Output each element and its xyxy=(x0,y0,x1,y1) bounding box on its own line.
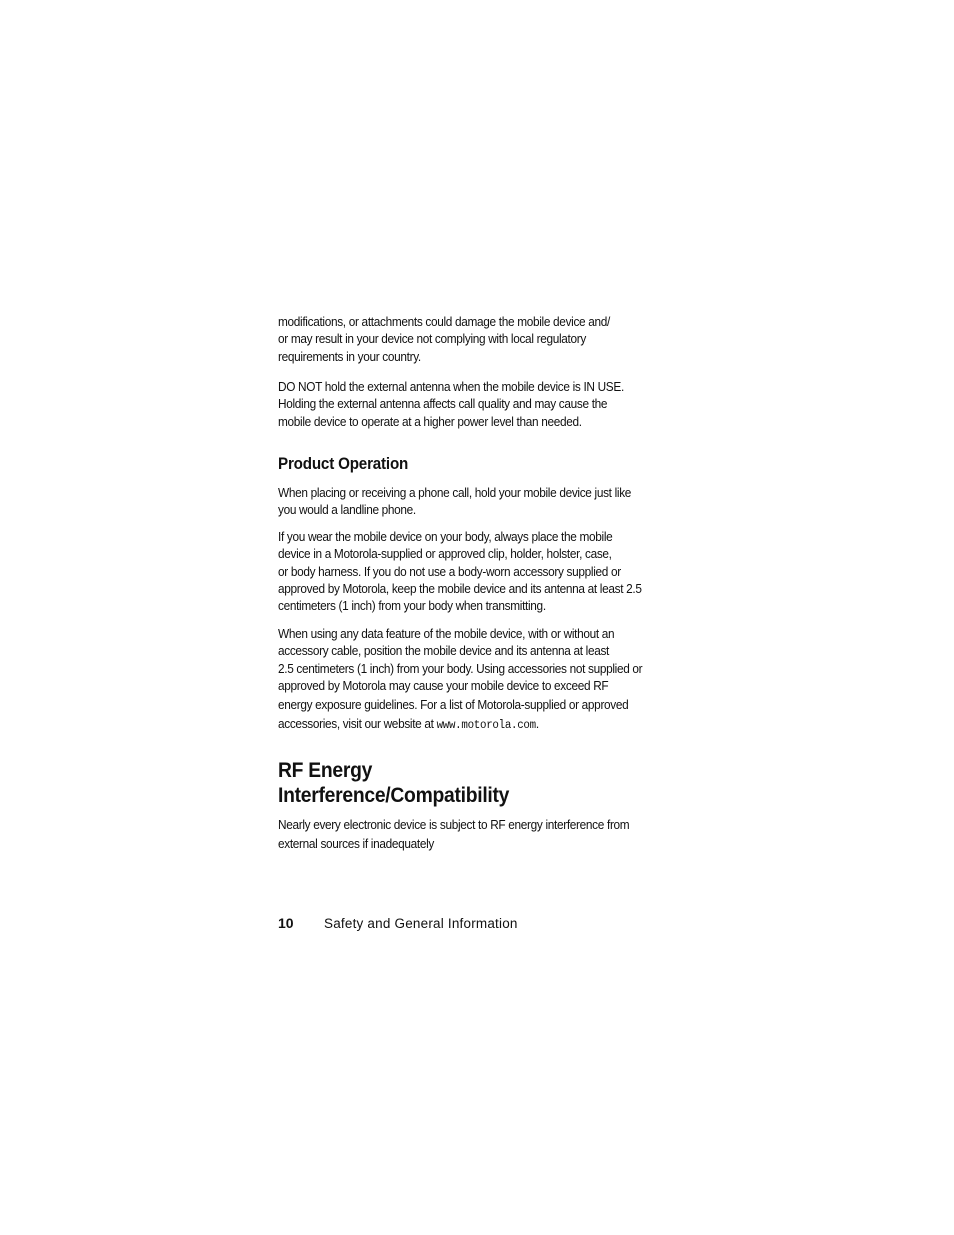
text-line xyxy=(278,716,654,734)
footer-title: Safety and General Information xyxy=(324,916,518,931)
paragraph-phone-call xyxy=(278,485,654,520)
paragraph-external-antenna xyxy=(278,379,654,431)
text-line: 2.5 centimeters (1 inch) from your body. Using accessories not supplied or xyxy=(278,661,643,676)
text-line: DO NOT hold the external antenna when the mobile device is IN USE. xyxy=(278,380,624,394)
motorola-website-link[interactable]: www.motorola.com xyxy=(436,719,536,733)
paragraph-body-worn xyxy=(278,529,654,615)
text-line: approved by Motorola may cause your mobile device to exceed RF xyxy=(278,678,609,693)
page-footer xyxy=(278,912,518,934)
text-line: modifications, or attachments could damage the mobile device and/ xyxy=(278,315,610,329)
heading-line: Interference/Compatibility xyxy=(278,784,510,807)
text-line: requirements in your country. xyxy=(278,349,421,364)
heading-product-operation: Product Operation xyxy=(278,455,409,473)
text-line: external sources if inadequately xyxy=(278,837,434,852)
text-line: or body harness. If you do not use a body-worn accessory supplied or xyxy=(278,564,621,579)
paragraph-rf-interference xyxy=(278,817,654,854)
heading-line: RF Energy xyxy=(278,759,373,782)
page-number: 10 xyxy=(278,915,294,931)
text-line: If you wear the mobile device on your body, always place the mobile xyxy=(278,530,613,544)
text-line: centimeters (1 inch) from your body when transmitting. xyxy=(278,599,546,614)
text-line: you would a landline phone. xyxy=(278,503,416,518)
text-line: mobile device to operate at a higher power level than needed. xyxy=(278,414,582,429)
text-line: When placing or receiving a phone call, hold your mobile device just like xyxy=(278,486,632,500)
paragraph-modifications xyxy=(278,314,654,366)
text-line: device in a Motorola-supplied or approved clip, holder, holster, case, xyxy=(278,547,612,562)
text-line: Holding the external antenna affects call quality and may cause the xyxy=(278,397,608,412)
text-line: Nearly every electronic device is subject to RF energy interference from xyxy=(278,818,630,832)
text-line: or may result in your device not complying with local regulatory xyxy=(278,332,586,347)
text-line: When using any data feature of the mobile device, with or without an xyxy=(278,627,615,641)
text-fragment: accessories, visit our website at xyxy=(278,717,437,732)
text-line: approved by Motorola, keep the mobile device and its antenna at least 2.5 xyxy=(278,581,642,596)
text-line: accessory cable, position the mobile device and its antenna at least xyxy=(278,644,610,659)
text-line: energy exposure guidelines. For a list of Motorola-supplied or approved xyxy=(278,698,629,713)
text-fragment: . xyxy=(535,717,539,732)
heading-rf-energy xyxy=(278,758,509,808)
paragraph-data-feature xyxy=(278,626,654,735)
